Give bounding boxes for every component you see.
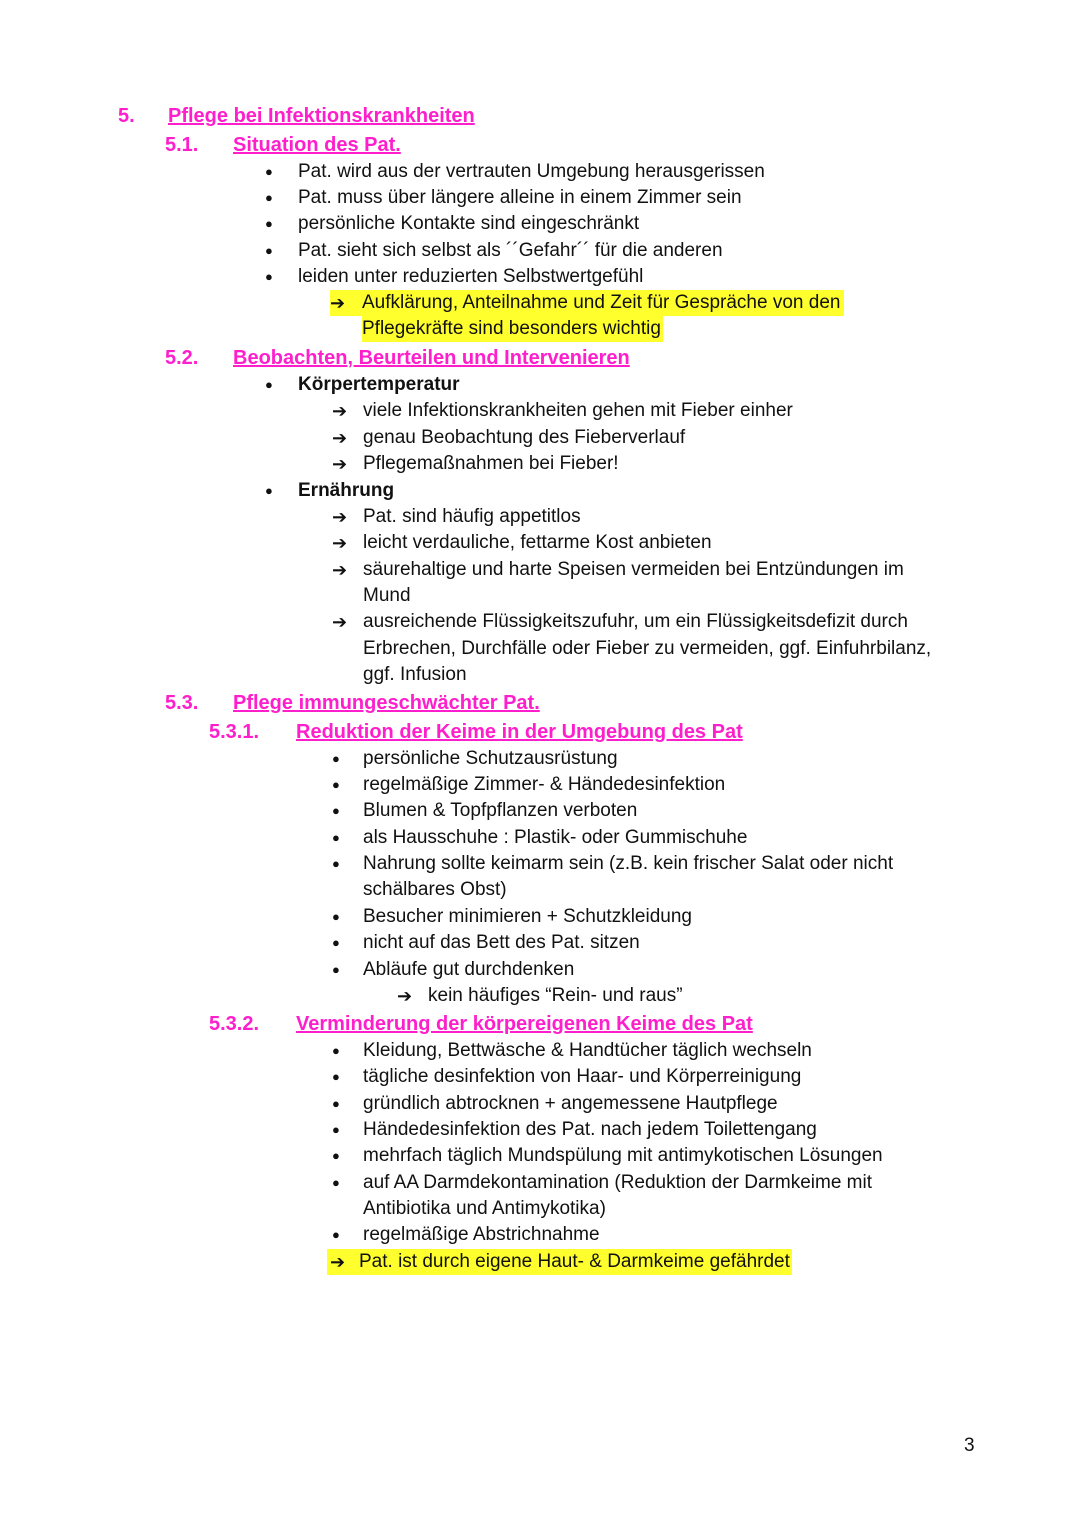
bullet-icon: ● [265,377,273,392]
temp-label: Körpertemperatur [298,374,460,395]
bullet-icon: ● [332,935,340,950]
list-item: mehrfach täglich Mundspülung mit antimykotischen Lösungen [363,1145,883,1166]
list-item: Kleidung, Bettwäsche & Handtücher täglich wechseln [363,1040,812,1061]
bullet-icon: ● [332,962,340,977]
list-item: Pat. wird aus der vertrauten Umgebung herausgerissen [298,161,765,182]
list-item: Händedesinfektion des Pat. nach jedem Toilettengang [363,1119,817,1140]
list-item: Abläufe gut durchdenken [363,959,575,980]
list-item: Nahrung sollte keimarm sein (z.B. kein frischer Salat oder nicht [363,853,894,874]
arrow-icon: ➔ [332,428,348,448]
bullet-icon: ● [332,1148,340,1163]
food-label: Ernährung [298,480,395,501]
section-number: 5. [118,105,135,127]
bullet-icon: ● [332,909,340,924]
list-item: Pat. muss über längere alleine in einem Zimmer sein [298,187,742,208]
list-item: schälbares Obst) [363,879,507,900]
s531-number: 5.3.1. [209,721,260,743]
list-item: persönliche Schutzausrüstung [363,748,618,769]
s51-title: Situation des Pat. [233,134,401,156]
bullet-icon: ● [332,1227,340,1242]
bullet-icon: ● [332,1043,340,1058]
bullet-icon: ● [332,777,340,792]
list-item: säurehaltige und harte Speisen vermeiden bei Entzündungen im [363,559,904,580]
arrow-icon: ➔ [332,401,348,421]
list-item: Erbrechen, Durchfälle oder Fieber zu vermeiden, ggf. Einfuhrbilanz, [363,638,932,659]
arrow-icon: ➔ [332,507,348,527]
list-item: ausreichende Flüssigkeitszufuhr, um ein Flüssigkeitsdefizit durch [363,611,908,632]
bullet-icon: ● [332,856,340,871]
list-item: leicht verdauliche, fettarme Kost anbieten [363,532,712,553]
bullet-icon: ● [332,1122,340,1137]
s52-title: Beobachten, Beurteilen und Intervenieren [233,347,630,369]
s53-title: Pflege immungeschwächter Pat. [233,692,540,714]
bullet-icon: ● [265,483,273,498]
list-item: persönliche Kontakte sind eingeschränkt [298,213,640,234]
list-item: tägliche desinfektion von Haar- und Körperreinigung [363,1066,802,1087]
page-number: 3 [964,1435,975,1456]
bullet-icon: ● [265,216,273,231]
bullet-icon: ● [265,243,273,258]
list-item: als Hausschuhe : Plastik- oder Gummischuhe [363,827,748,848]
list-item: viele Infektionskrankheiten gehen mit Fieber einher [363,400,793,421]
arrow-icon: ➔ [332,533,348,553]
list-item: regelmäßige Zimmer- & Händedesinfektion [363,774,726,795]
list-item: Pat. sind häufig appetitlos [363,506,581,527]
bullet-icon: ● [332,1175,340,1190]
list-item: genau Beobachtung des Fieberverlauf [363,427,686,448]
bullet-icon: ● [332,751,340,766]
list-item: Blumen & Topfpflanzen verboten [363,800,638,821]
list-item: Pat. sieht sich selbst als ´´Gefahr´´ für die anderen [298,240,723,261]
arrow-icon: ➔ [332,612,348,632]
list-item: nicht auf das Bett des Pat. sitzen [363,932,640,953]
conclusion-line: Pat. ist durch eigene Haut- & Darmkeime gefährdet [359,1249,792,1275]
bullet-icon: ● [332,803,340,818]
bullet-icon: ● [265,269,273,284]
s532-title: Verminderung der körpereigenen Keime des Pat [296,1013,753,1035]
list-item: Pflegemaßnahmen bei Fieber! [363,453,619,474]
list-item: Mund [363,585,411,606]
list-item: auf AA Darmdekontamination (Reduktion der Darmkeime mit [363,1172,873,1193]
bullet-icon: ● [332,1096,340,1111]
arrow-icon: ➔ [327,1249,362,1275]
arrow-icon: ➔ [330,290,362,316]
bullet-icon: ● [265,190,273,205]
s53-number: 5.3. [165,692,199,714]
section-title: Pflege bei Infektionskrankheiten [168,105,475,127]
list-item: kein häufiges “Rein- und raus” [428,985,683,1006]
list-item: ggf. Infusion [363,664,467,685]
conclusion-line: Aufklärung, Anteilnahme und Zeit für Gespräche von den [362,290,844,316]
bullet-icon: ● [332,1069,340,1084]
arrow-icon: ➔ [332,454,348,474]
list-item: leiden unter reduzierten Selbstwertgefühl [298,266,644,287]
list-item: regelmäßige Abstrichnahme [363,1224,600,1245]
list-item: Antibiotika und Antimykotika) [363,1198,606,1219]
s52-number: 5.2. [165,347,199,369]
bullet-icon: ● [265,164,273,179]
s51-number: 5.1. [165,134,199,156]
s531-title: Reduktion der Keime in der Umgebung des Pat [296,721,743,743]
list-item: Besucher minimieren + Schutzkleidung [363,906,692,927]
list-item: gründlich abtrocknen + angemessene Hautpflege [363,1093,778,1114]
arrow-icon: ➔ [332,560,348,580]
arrow-icon: ➔ [397,986,413,1006]
bullet-icon: ● [332,830,340,845]
conclusion-line: Pflegekräfte sind besonders wichtig [362,316,663,342]
s532-number: 5.3.2. [209,1013,260,1035]
